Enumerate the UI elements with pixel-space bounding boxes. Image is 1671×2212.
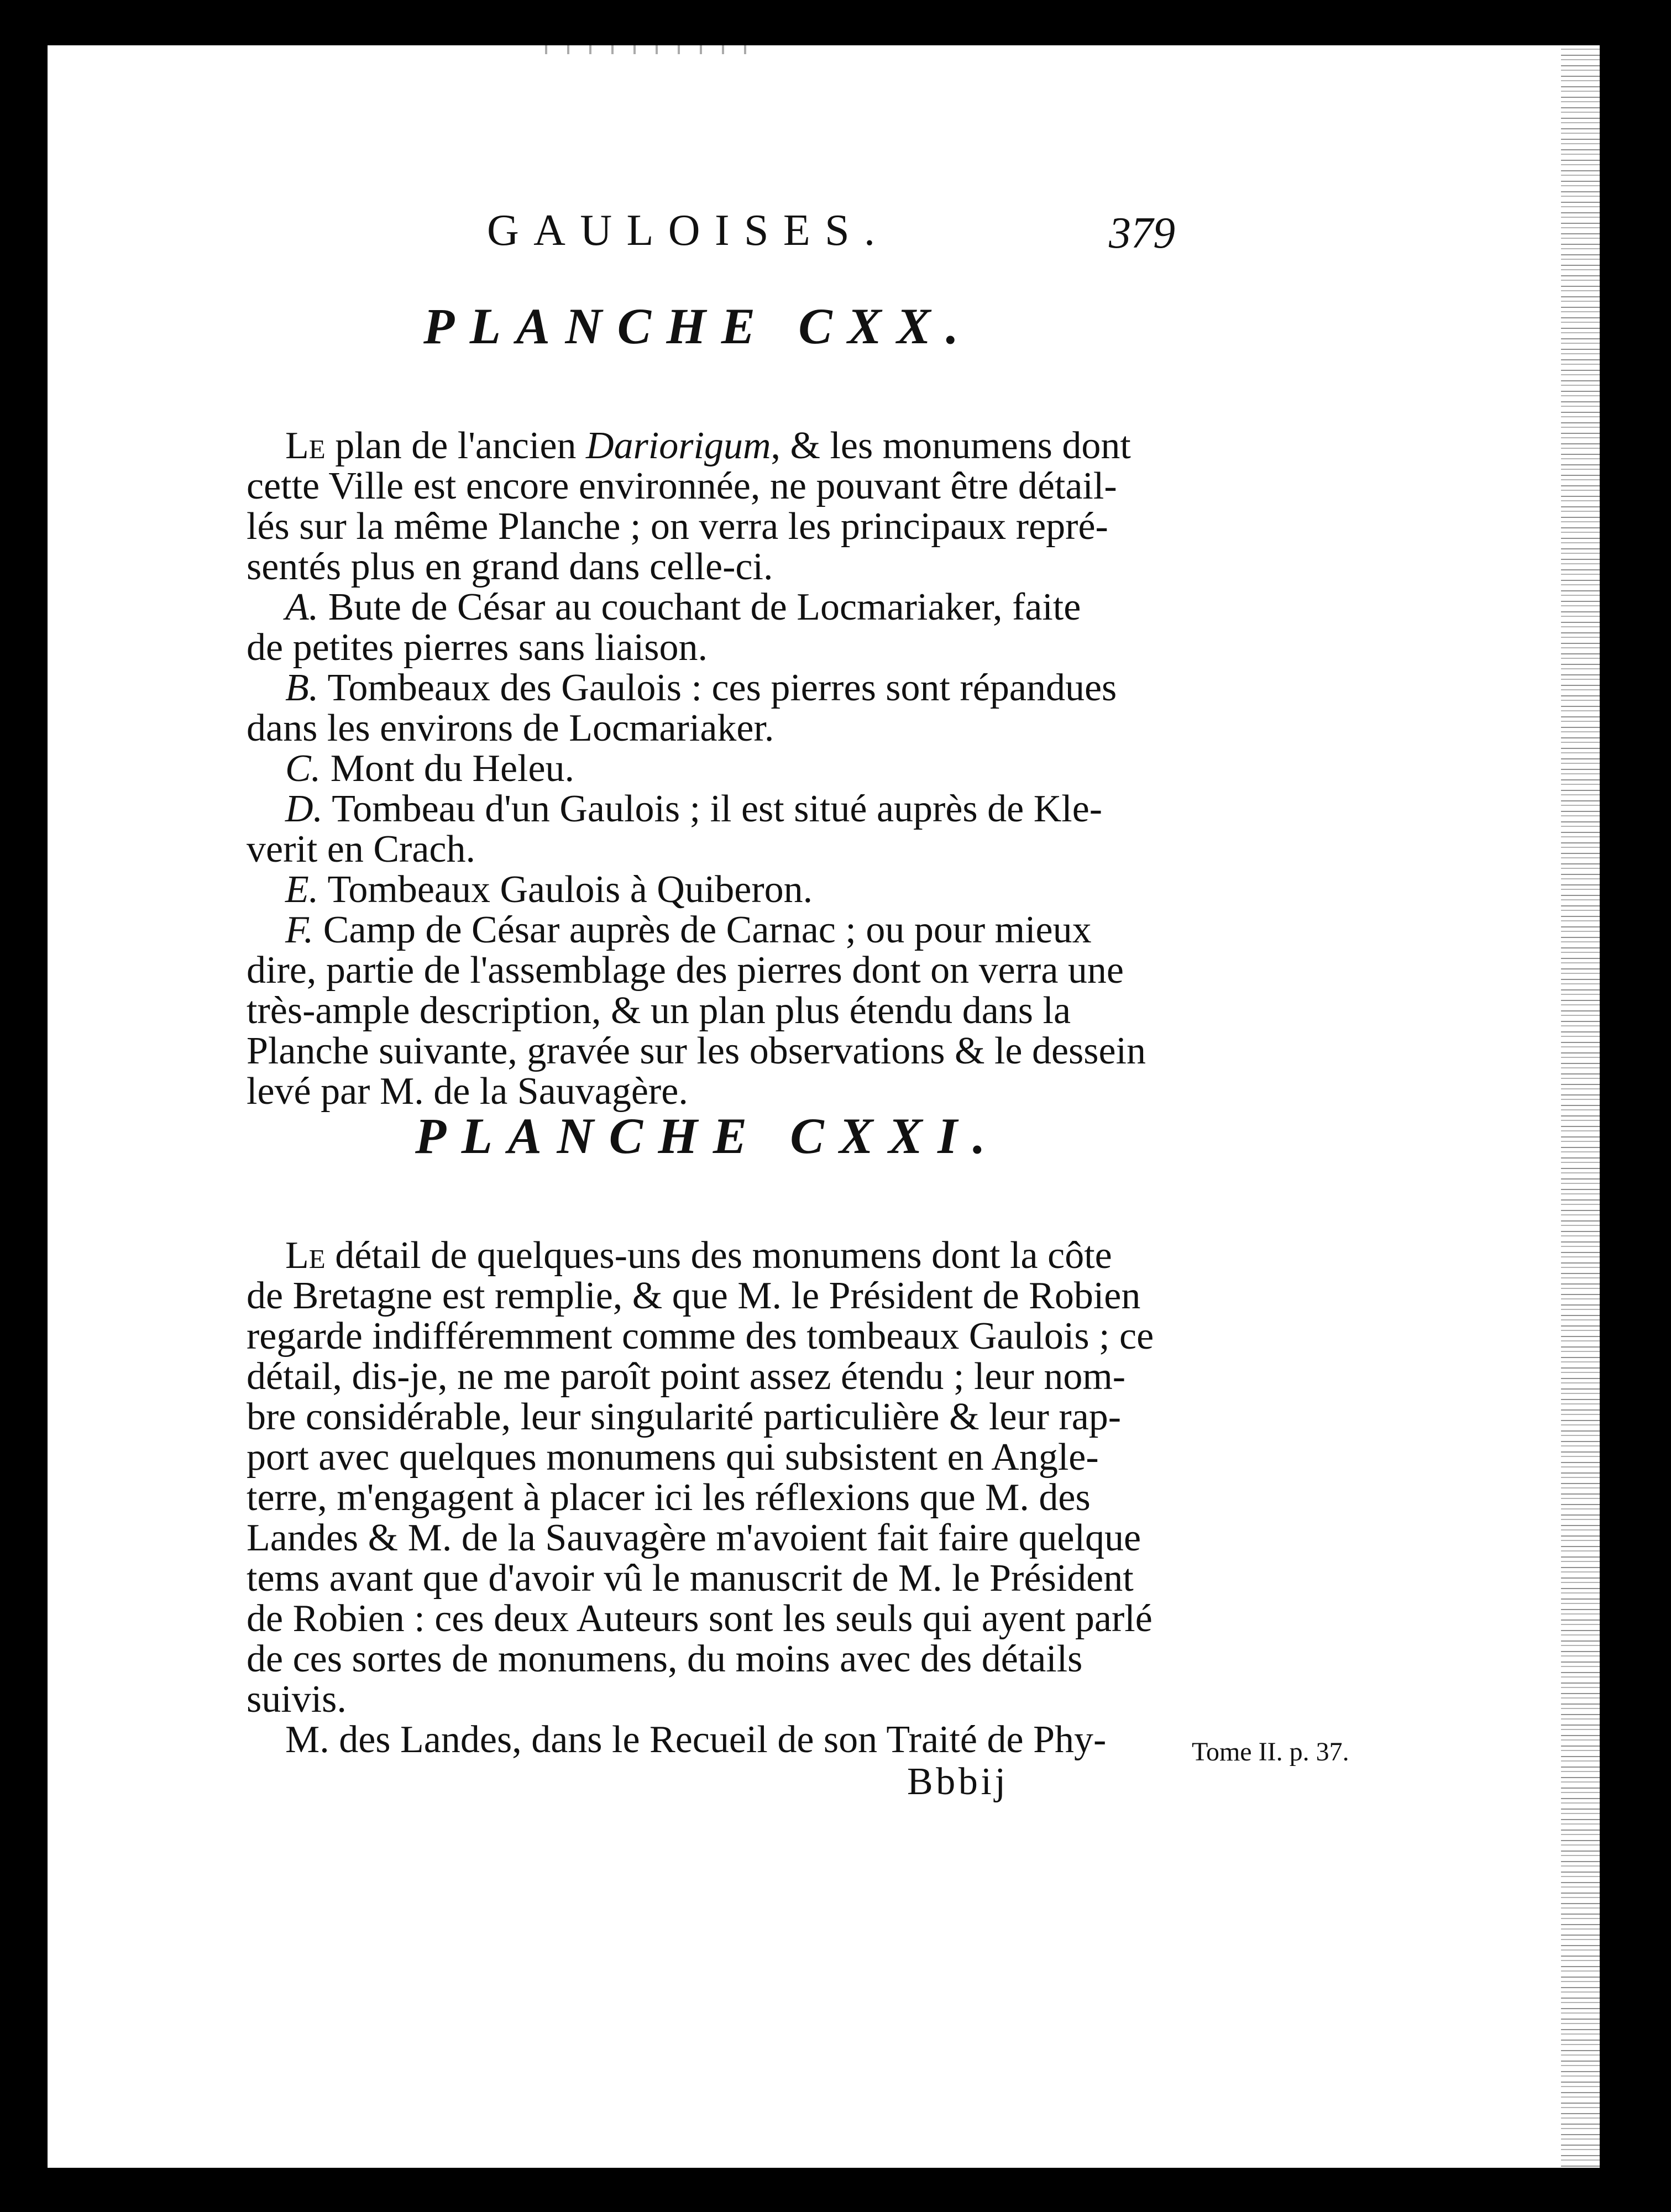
- item-label: A.: [285, 586, 319, 628]
- line-text: de petites pierres sans liaison.: [247, 626, 708, 669]
- item-label: E.: [285, 868, 319, 911]
- line-text: dans les environs de Locmariaker.: [247, 707, 774, 749]
- text-line: [247, 1640, 1082, 1679]
- line-text: regarde indifféremment comme des tombeaux Gaulois ; ce: [247, 1315, 1154, 1357]
- text-line: [285, 1718, 1107, 1761]
- text-line: [247, 1072, 688, 1111]
- item-label: B.: [285, 667, 319, 709]
- text-line: [285, 749, 574, 788]
- text-line: [247, 709, 774, 748]
- line-text: bre considérable, leur singularité particulière & leur rap-: [247, 1396, 1122, 1438]
- section-heading-cxx: PLANCHE CXX.: [423, 298, 974, 354]
- line-text: suivis.: [247, 1678, 347, 1721]
- text-line: [247, 1438, 1099, 1477]
- line-text: de Robien : ces deux Auteurs sont les seuls qui ayent parlé: [247, 1597, 1153, 1640]
- running-head: GAULOISES.: [487, 206, 890, 255]
- text-line: [285, 669, 1117, 707]
- line-text: Tombeaux Gaulois à Quiberon.: [318, 868, 813, 911]
- item-label: F.: [285, 909, 314, 951]
- line-text: plan de l'ancien: [325, 424, 586, 467]
- text-line: [247, 467, 1117, 506]
- line-text: de ces sortes de monumens, du moins avec des détails: [247, 1638, 1083, 1680]
- line-text: de Bretagne est remplie, & que M. le Président de Robien: [247, 1275, 1141, 1317]
- line-text: , & les monumens dont: [771, 424, 1131, 467]
- page-edge: [1561, 45, 1600, 2168]
- italic-name: Dariorigum: [586, 424, 771, 467]
- text-line: [247, 1277, 1140, 1315]
- text-line: [247, 830, 475, 869]
- text-line: [285, 588, 1081, 627]
- section-heading-cxxi: PLANCHE CXXI.: [415, 1108, 1001, 1164]
- text-line: [247, 1032, 1146, 1071]
- page-number: 379: [1109, 209, 1175, 258]
- text-line: [247, 1398, 1121, 1437]
- line-text: M. des Landes, dans le Recueil de son Traité de Phy-: [285, 1718, 1107, 1761]
- text-line: [247, 1597, 1153, 1640]
- text-line: [285, 1236, 1112, 1275]
- text-line: [247, 1317, 1154, 1356]
- line-text: Camp de César auprès de Carnac ; ou pour mieux: [313, 909, 1092, 951]
- line-text: verit en Crach.: [247, 828, 475, 871]
- text-line: [285, 911, 1092, 950]
- text-line: [285, 868, 813, 911]
- text-line: [247, 628, 708, 667]
- line-text: Mont du Heleu.: [321, 747, 575, 790]
- book-page: [48, 45, 1600, 2168]
- line-text: terre, m'engagent à placer ici les réflexions que M. des: [247, 1476, 1091, 1519]
- line-text: cette Ville est encore environnée, ne pouvant être détail-: [247, 465, 1117, 507]
- text-line: [247, 1519, 1141, 1558]
- line-text: tems avant que d'avoir vû le manuscrit de M. le Président: [247, 1557, 1134, 1600]
- line-text: dire, partie de l'assemblage des pierres dont on verra une: [247, 949, 1124, 992]
- text-line: [247, 548, 773, 586]
- item-label: D.: [285, 788, 323, 830]
- line-text: très-ample description, & un plan plus étendu dans la: [247, 989, 1071, 1032]
- line-text: Landes & M. de la Sauvagère m'avoient fait faire quelque: [247, 1517, 1141, 1559]
- text-line: [247, 1357, 1125, 1396]
- text-line: [285, 424, 1131, 467]
- line-text: Tombeaux des Gaulois : ces pierres sont répandues: [318, 667, 1117, 709]
- initial-word: Le: [285, 1234, 326, 1277]
- initial-word: Le: [285, 424, 326, 467]
- item-label: C.: [285, 747, 321, 790]
- text-line: [247, 989, 1071, 1032]
- scan-specks: [545, 45, 766, 54]
- text-line: [247, 507, 1108, 546]
- line-text: Bute de César au couchant de Locmariaker, faite: [318, 586, 1081, 628]
- line-text: sentés plus en grand dans celle-ci.: [247, 546, 773, 588]
- text-line: [247, 1559, 1134, 1598]
- line-text: Tombeau d'un Gaulois ; il est situé auprès de Kle-: [323, 788, 1103, 830]
- line-text: détail de quelques-uns des monumens dont la côte: [325, 1234, 1112, 1277]
- text-line: [285, 790, 1102, 829]
- line-text: Planche suivante, gravée sur les observations & le dessein: [247, 1030, 1146, 1072]
- line-text: levé par M. de la Sauvagère.: [247, 1070, 688, 1113]
- margin-note: Tome II. p. 37.: [1192, 1737, 1349, 1767]
- signature-mark: Bbbij: [907, 1760, 1009, 1803]
- text-line: [247, 951, 1124, 990]
- line-text: lés sur la même Planche ; on verra les principaux repré-: [247, 505, 1108, 548]
- line-text: port avec quelques monumens qui subsistent en Angle-: [247, 1436, 1099, 1479]
- line-text: détail, dis-je, ne me paroît point assez étendu ; leur nom-: [247, 1355, 1126, 1398]
- text-line: [247, 1680, 347, 1719]
- text-line: [247, 1476, 1091, 1519]
